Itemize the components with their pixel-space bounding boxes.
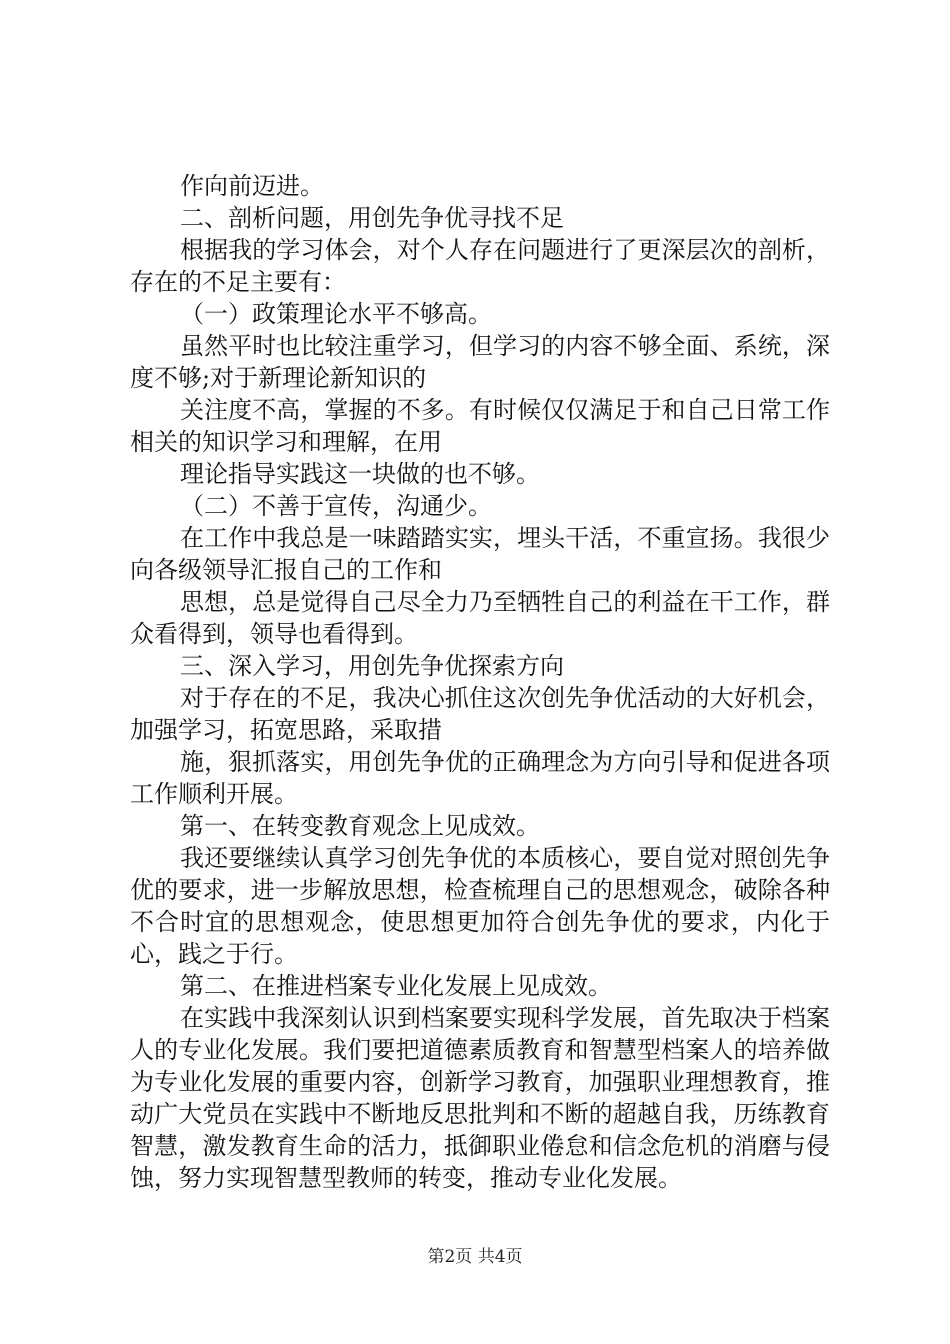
section-heading: 二、剖析问题，用创先争优寻找不足: [180, 204, 564, 232]
paragraph: 理论指导实践这一块做的也不够。: [180, 460, 540, 488]
paragraph: 施，狠抓落实，用创先争优的正确理念为方向引导和促进各项工作顺利开展。: [130, 748, 830, 808]
subsection-heading: 第一、在转变教育观念上见成效。: [180, 812, 540, 840]
paragraph: 作向前迈进。: [180, 172, 324, 200]
paragraph: 思想，总是觉得自己尽全力乃至牺牲自己的利益在干工作，群众看得到，领导也看得到。: [130, 588, 830, 648]
paragraph: 在工作中我总是一味踏踏实实，埋头干活，不重宣扬。我很少向各级领导汇报自己的工作和: [130, 524, 830, 584]
subsection-heading: （二）不善于宣传，沟通少。: [180, 492, 492, 520]
section-heading: 三、深入学习，用创先争优探索方向: [180, 652, 564, 680]
paragraph: 虽然平时也比较注重学习，但学习的内容不够全面、系统，深度不够;对于新理论新知识的: [130, 332, 830, 392]
paragraph: 关注度不高，掌握的不多。有时候仅仅满足于和自己日常工作相关的知识学习和理解，在用: [130, 396, 830, 456]
document-body: [130, 170, 830, 1194]
paragraph: 在实践中我深刻认识到档案要实现科学发展，首先取决于档案人的专业化发展。我们要把道德素质教育和智慧型档案人的培养做为专业化发展的重要内容，创新学习教育，加强职业理想教育，推动广大党员在实践中不断地反思批判和不断的超越自我，历练教育智慧，激发教育生命的活力，抵御职业倦怠和信念危机的消磨与侵蚀，努力实现智慧型教师的转变，推动专业化发展。: [130, 1004, 830, 1192]
paragraph: 根据我的学习体会，对个人存在问题进行了更深层次的剖析，存在的不足主要有：: [130, 236, 830, 296]
subsection-heading: 第二、在推进档案专业化发展上见成效。: [180, 972, 612, 1000]
subsection-heading: （一）政策理论水平不够高。: [180, 300, 492, 328]
paragraph: 我还要继续认真学习创先争优的本质核心，要自觉对照创先争优的要求，进一步解放思想，检查梳理自己的思想观念，破除各种不合时宜的思想观念，使思想更加符合创先争优的要求，内化于心，践之于行。: [130, 844, 830, 968]
paragraph: 对于存在的不足，我决心抓住这次创先争优活动的大好机会，加强学习，拓宽思路，采取措: [130, 684, 830, 744]
page-number-footer: 第2页 共4页: [427, 1247, 523, 1267]
